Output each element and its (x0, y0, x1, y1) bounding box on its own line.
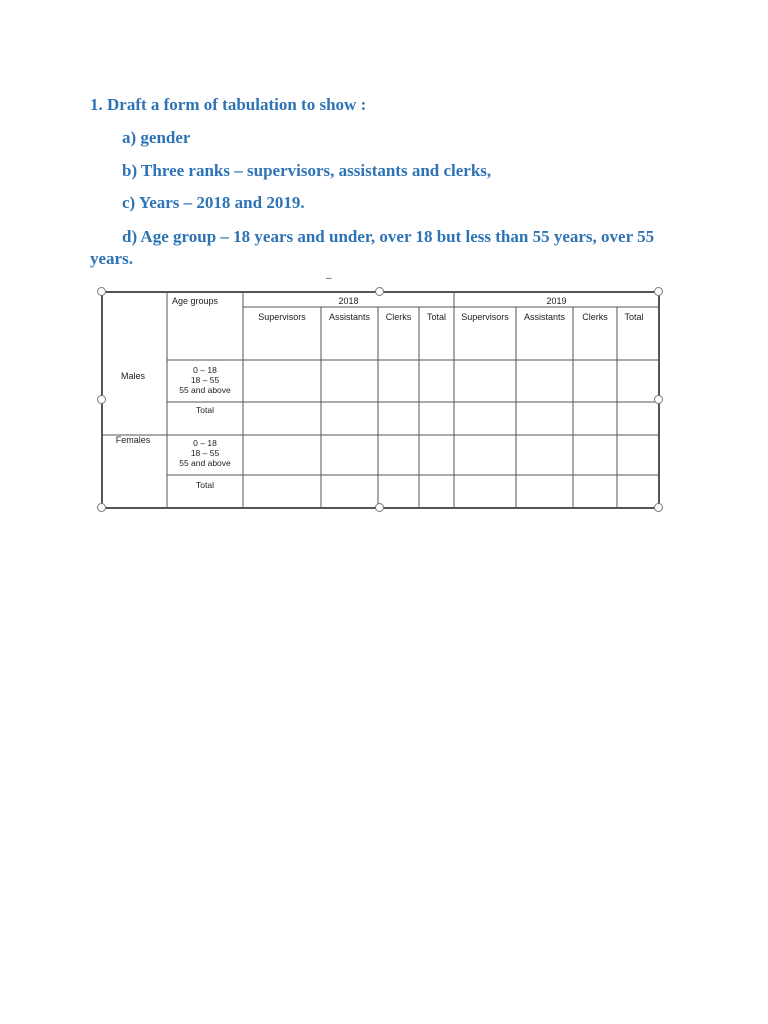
rank-header-total-2019: Total (624, 312, 644, 322)
rank-header-supervisors-2018: Supervisors (258, 312, 306, 322)
rank-header-supervisors-2019: Supervisors (461, 312, 509, 322)
age-row-females-18-55: 18 – 55 (190, 448, 220, 458)
rank-header-assistants-2018: Assistants (328, 312, 370, 322)
age-groups-header: Age groups (171, 296, 219, 306)
gender-label-males: Males (120, 371, 145, 381)
stray-dash-mark: – (326, 273, 332, 284)
year-2018-header: 2018 (338, 296, 359, 306)
rank-header-total-2018: Total (426, 312, 446, 322)
resize-handle-top-left[interactable] (97, 287, 106, 296)
resize-handle-middle-left[interactable] (97, 395, 106, 404)
resize-handle-bottom-left[interactable] (97, 503, 106, 512)
rank-header-clerks-2018: Clerks (385, 312, 412, 322)
item-ranks: b) Three ranks – supervisors, assistants and clerks, (122, 161, 492, 180)
resize-handle-bottom-right[interactable] (654, 503, 663, 512)
age-row-females-0-18: 0 – 18 (193, 438, 217, 448)
age-row-males-18-55: 18 – 55 (190, 375, 220, 385)
item-years: c) Years – 2018 and 2019. (122, 193, 305, 212)
resize-handle-top-right[interactable] (654, 287, 663, 296)
rank-header-assistants-2019: Assistants (523, 312, 565, 322)
total-label-males: Total (196, 405, 214, 415)
year-2019-header: 2019 (546, 296, 567, 306)
item-gender: a) gender (122, 128, 191, 147)
item-age-group: d) Age group – 18 years and under, over 18 but less than 55 years, over 55 (122, 227, 655, 246)
table-outer-border (102, 292, 659, 508)
resize-handle-top-middle[interactable] (375, 287, 384, 296)
question-title: 1. Draft a form of tabulation to show : (90, 95, 367, 114)
age-row-males-55-above: 55 and above (179, 385, 231, 395)
resize-handle-middle-right[interactable] (654, 395, 663, 404)
rank-header-clerks-2019: Clerks (582, 312, 608, 322)
age-row-females-55-above: 55 and above (179, 458, 231, 468)
item-age-group-continuation: years. (90, 249, 133, 268)
age-row-males-0-18: 0 – 18 (193, 365, 217, 375)
total-label-females: Total (196, 480, 214, 490)
resize-handle-bottom-middle[interactable] (375, 503, 384, 512)
gender-label-females: Females (115, 435, 151, 445)
